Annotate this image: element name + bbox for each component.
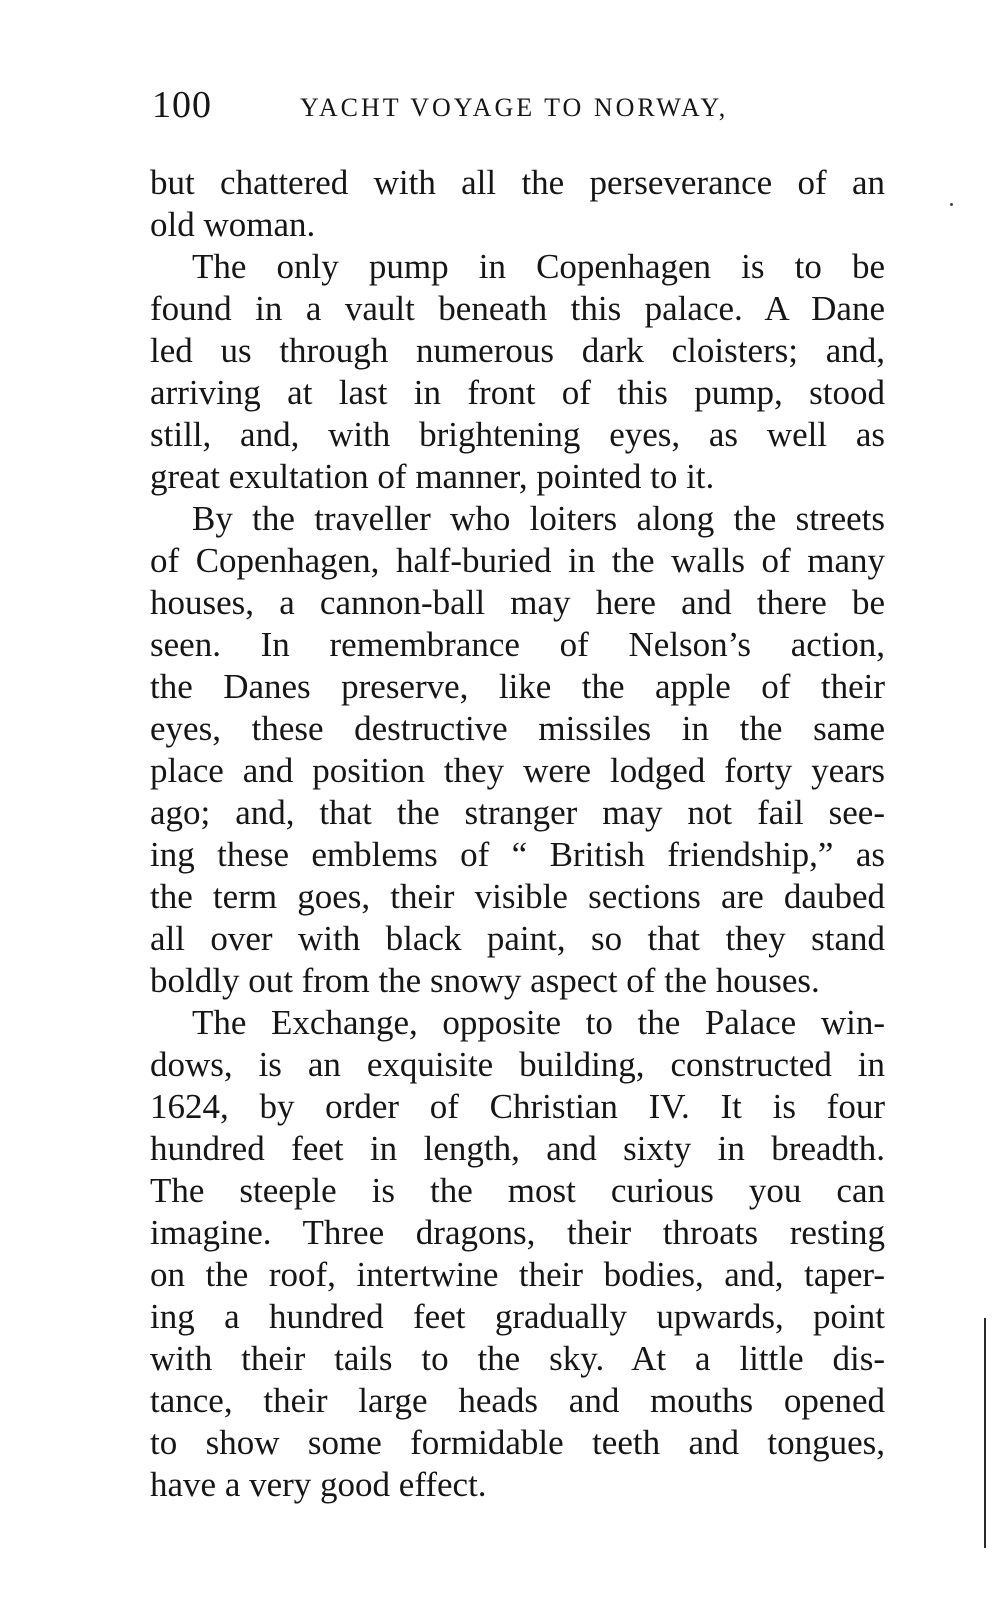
running-head	[152, 80, 882, 130]
text-line: ing these emblems of “ British friendship,” as	[150, 835, 885, 874]
text-line: By the traveller who loiters along the streets	[192, 499, 885, 538]
text-line: great exultation of manner, pointed to it.	[150, 457, 715, 496]
page-edge-mark	[984, 1318, 986, 1548]
page-number: 100	[152, 84, 212, 126]
paragraph-1	[150, 162, 885, 246]
text-line: still, and, with brightening eyes, as well as	[150, 415, 885, 454]
scan-speck	[950, 203, 953, 206]
text-line: led us through numerous dark cloisters; and,	[150, 331, 885, 370]
text-line: but chattered with all the perseverance of an	[150, 163, 885, 202]
text-line: arriving at last in front of this pump, stood	[150, 373, 885, 412]
text-line: dows, is an exquisite building, constructed in	[150, 1045, 885, 1084]
text-line: seen. In remembrance of Nelson’s action,	[150, 625, 885, 664]
text-line: have a very good effect.	[150, 1465, 487, 1504]
running-title: YACHT VOYAGE TO NORWAY,	[300, 93, 729, 122]
text-line: all over with black paint, so that they stand	[150, 919, 885, 958]
text-line: The Exchange, opposite to the Palace win-	[192, 1003, 885, 1042]
text-line: ing a hundred feet gradually upwards, point	[150, 1297, 885, 1336]
text-line: the term goes, their visible sections are daubed	[150, 877, 885, 916]
text-line: the Danes preserve, like the apple of their	[150, 667, 885, 706]
text-line: 1624, by order of Christian IV. It is four	[150, 1087, 885, 1126]
text-line: ago; and, that the stranger may not fail see-	[150, 793, 885, 832]
paragraph-2	[150, 246, 885, 498]
text-line: tance, their large heads and mouths opened	[150, 1381, 885, 1420]
text-line: houses, a cannon-ball may here and there be	[150, 583, 885, 622]
text-line: eyes, these destructive missiles in the same	[150, 709, 885, 748]
text-line: place and position they were lodged forty years	[150, 751, 885, 790]
text-line: to show some formidable teeth and tongues,	[150, 1423, 885, 1462]
text-line: on the roof, intertwine their bodies, and, taper-	[150, 1255, 885, 1294]
text-line: The steeple is the most curious you can	[150, 1171, 885, 1210]
text-line: boldly out from the snowy aspect of the houses.	[150, 961, 820, 1000]
text-line: imagine. Three dragons, their throats resting	[150, 1213, 885, 1252]
text-line: The only pump in Copenhagen is to be	[192, 247, 885, 286]
paragraph-3	[150, 498, 885, 1002]
text-line: hundred feet in length, and sixty in breadth.	[150, 1129, 885, 1168]
text-line: old woman.	[150, 205, 316, 244]
body-text	[150, 162, 885, 1506]
text-line: of Copenhagen, half-buried in the walls of many	[150, 541, 885, 580]
paragraph-4	[150, 1002, 885, 1506]
text-line: with their tails to the sky. At a little dis-	[150, 1339, 885, 1378]
text-line: found in a vault beneath this palace. A Dane	[150, 289, 885, 328]
